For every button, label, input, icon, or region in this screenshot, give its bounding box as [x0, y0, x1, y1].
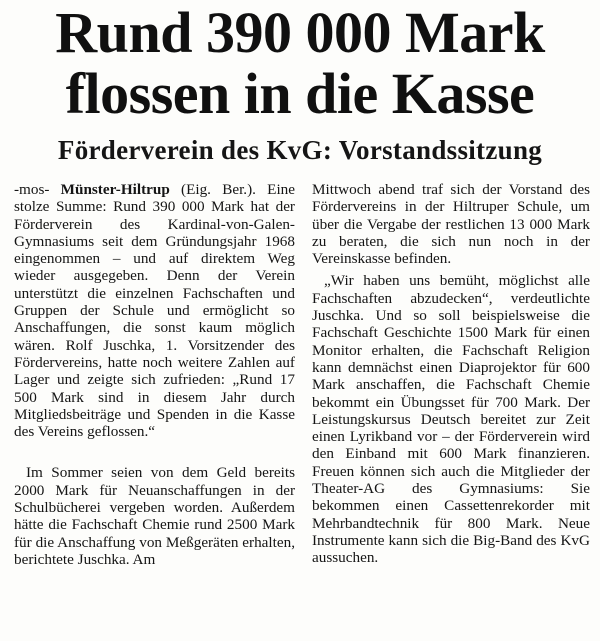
paragraph-spacer	[14, 440, 295, 464]
paragraph-allocations: „Wir haben uns bemüht, möglichst alle Fachschaften abzudecken“, verdeutlichte Juschka. Und so soll beispielsweise die Fachschaft Geschichte 1500 Mark für einen Monitor erhalten, die Fachschaft Religion kann demnächst einen Diaprojektor für 600 Mark anschaffen, die Fachschaft Chemie bekommt ein Übungsset für 700 Mark. Der Leistungskursus Deutsch bereitet zur Zeit einen Lyrikband vor – der Förderverein wird den Einband mit 600 Mark finanzieren. Freuen können sich auch die Mitglieder der Theater-AG des Gymnasiums: Sie bekommen einen Cassettenrekorder mit Mehrbandtechnik für 800 Mark. Neue Instrumente kann sich die Big-Band des KvG aussuchen.	[312, 272, 590, 567]
headline-line-1: Rund 390 000 Mark	[55, 0, 545, 65]
byline-place: Münster-Hiltrup	[60, 181, 170, 198]
paragraph-board-meeting: Mittwoch abend traf sich der Vorstand des Fördervereins in der Hiltruper Schule, um über die Vergabe der restlichen 13 000 Mark zu beraten, die sich nun noch in der Vereinskasse befinden.	[312, 181, 590, 268]
byline-author: -mos-	[14, 181, 50, 198]
paragraph-intro-text: (Eig. Ber.). Eine stolze Summe: Rund 390 000 Mark hat der Förderverein des Kardinal-von-Galen-Gymnasiums seit dem Gründungsjahr 1968 eingenommen – und auf direktem Weg wieder ausgegeben. Denn der Verein unterstützt die einzelnen Fachschaften und Gruppen der Schule und ermöglicht so Anschaffungen, die sonst kaum möglich wären. Rolf Juschka, 1. Vorsitzender des Fördervereins, hatte noch weitere Zahlen auf Lager und zeigte sich zufrieden: „Rund 17 500 Mark sind in diesem Jahr durch Mitgliedsbeiträge und Spenden in die Kasse des Vereins geflossen.“	[14, 181, 295, 441]
subheadline: Förderverein des KvG: Vorstandssitzung	[57, 135, 543, 165]
headline-line-2: flossen in die Kasse	[65, 61, 535, 126]
paragraph-summer: Im Sommer seien von dem Geld bereits 2000 Mark für Neuanschaffungen in der Schulbücherei vergeben worden. Außerdem hätte die Fachschaft Chemie rund 2500 Mark für die Anschaffung von Meßgeräten erhalten, berichtete Juschka. Am	[14, 464, 295, 568]
article-column-right	[312, 181, 590, 567]
paragraph-intro	[14, 181, 295, 440]
article-column-left	[14, 181, 295, 568]
